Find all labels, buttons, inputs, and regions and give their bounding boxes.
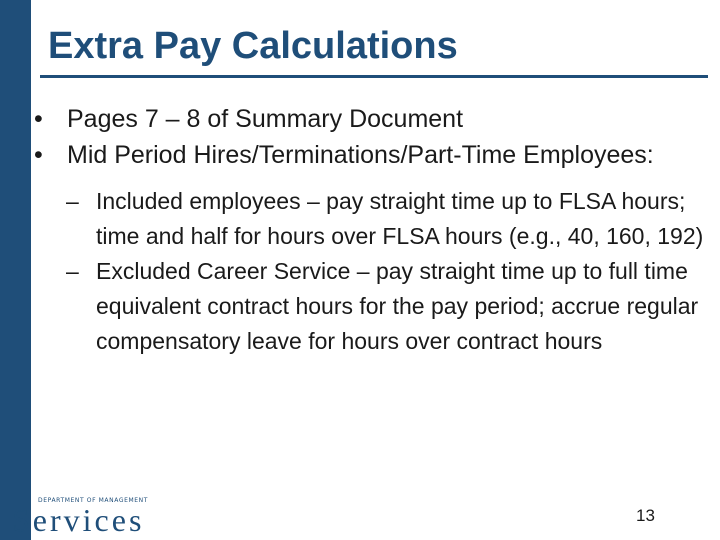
logo-services-word: Services — [12, 502, 145, 538]
sub-bullet-text: Included employees – pay straight time up to FLSA hours; time and half for hours over FLSA hours (e.g., 40, 160, 192) — [96, 188, 704, 249]
slide-title: Extra Pay Calculations — [48, 25, 458, 67]
bullet-text: Mid Period Hires/Terminations/Part-Time Employees: — [67, 141, 654, 169]
left-accent-bar — [0, 0, 31, 540]
title-underline — [40, 75, 708, 78]
sub-bullet-list — [67, 184, 710, 359]
bullet-item — [34, 138, 710, 359]
sub-bullet-item — [34, 184, 710, 254]
dash-marker: – — [66, 188, 79, 214]
department-logo — [8, 497, 158, 537]
logo-department-text: DEPARTMENT OF MANAGEMENT — [38, 497, 148, 504]
sub-bullet-text: Excluded Career Service – pay straight time up to full time equivalent contract hours for the pay period; accrue regular compensatory leave for hours over contract hours — [96, 258, 699, 354]
bullet-list — [34, 102, 710, 361]
sub-bullet-item — [34, 254, 710, 359]
page-number: 13 — [636, 506, 655, 525]
bullet-item — [34, 102, 710, 136]
dash-marker: – — [66, 258, 79, 284]
bullet-text: Pages 7 – 8 of Summary Document — [67, 105, 464, 133]
